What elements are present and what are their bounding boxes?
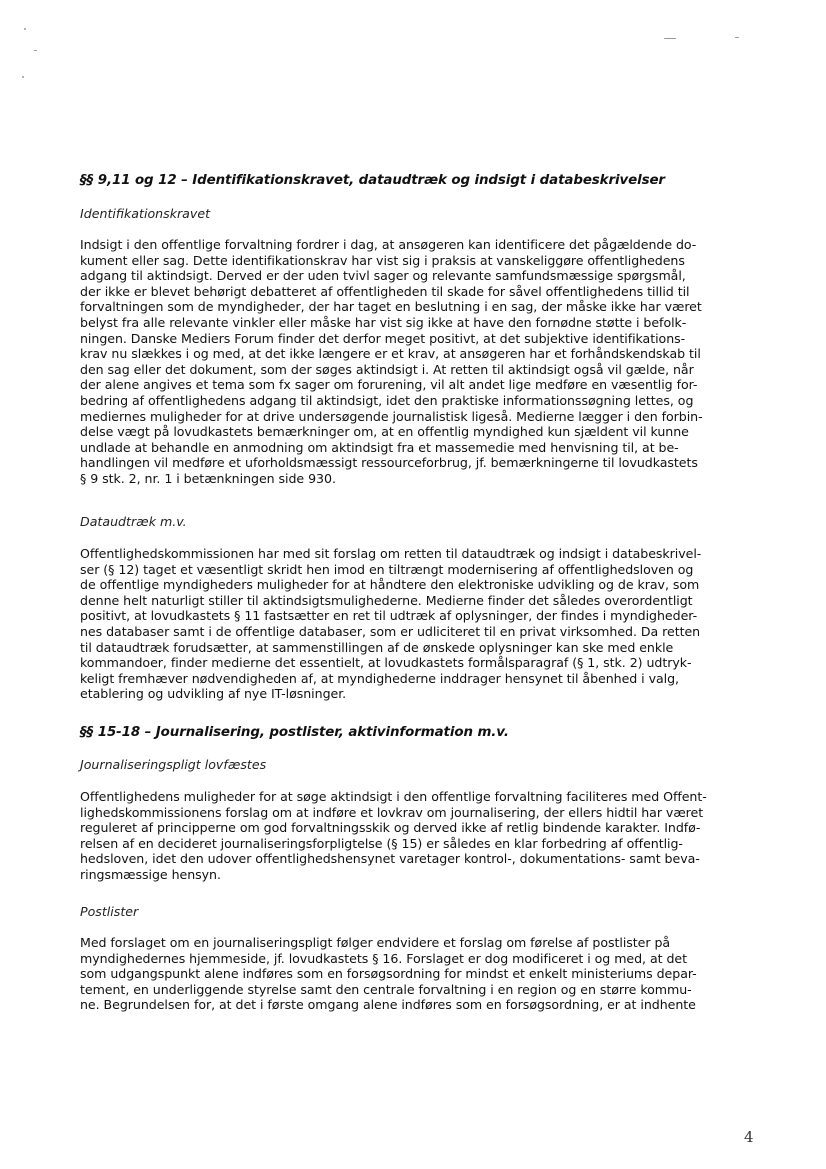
text-line: mediernes muligheder for at drive undersøgende journalistisk ligeså. Medierne lægger i den forbin- <box>80 408 703 424</box>
text-line: denne helt naturligt stiller til aktindsigtsmulighederne. Medierne finder det således overordentligt <box>80 592 693 608</box>
paragraph-journaliseringspligt <box>80 789 752 883</box>
section-heading-journalisering: §§ 15-18 – Journalisering, postlister, aktivinformation m.v. <box>80 725 509 740</box>
text-line: Med forslaget om en journaliseringspligt følger endvidere et forslag om førelse af postlister på <box>80 935 671 950</box>
text-line: der alene angives et tema som fx sager om forurening, vil alt andet lige medføre en væsentlig for- <box>80 377 698 393</box>
text-line: reguleret af principperne om god forvaltningsskik og derved ikke af retlig bindende karakter. Indfø- <box>80 820 701 836</box>
text-line: belyst fra alle relevante vinkler eller måske har vist sig ikke at have den fornødne støtte i befolk- <box>80 314 687 330</box>
scan-speck <box>735 37 739 38</box>
paragraph-identifikationskravet <box>80 237 752 487</box>
text-line: handlingen vil medføre et uforholdsmæssigt ressourceforbrug, jf. bemærkningerne til lovudkastets <box>80 455 698 471</box>
text-line: ser (§ 12) taget et væsentligt skridt hen imod en tiltrængt modernisering af offentlighedsloven og <box>80 561 694 577</box>
text-line: hedsloven, idet den udover offentlighedshensynet varetager kontrol-, dokumentations- samt beva- <box>80 851 700 867</box>
paragraph-postlister <box>80 935 752 1013</box>
scan-speck <box>34 50 37 51</box>
paragraph-dataudtraek <box>80 546 752 702</box>
text-line: den sag eller det dokument, som der søges aktindsigt i. At retten til aktindsigt også vil gælde, når <box>80 361 694 377</box>
text-line: Offentlighedens muligheder for at søge aktindsigt i den offentlige forvaltning faciliteres med Offent- <box>80 789 707 804</box>
subheading-dataudtraek: Dataudtræk m.v. <box>80 514 187 529</box>
text-line: forvaltningen som de myndigheder, der har taget en beslutning i en sag, der måske ikke har været <box>80 299 702 315</box>
page-number: 4 <box>744 1128 754 1146</box>
section-heading-identification: §§ 9,11 og 12 – Identifikationskravet, dataudtræk og indsigt i databeskrivelser <box>80 173 665 188</box>
text-line: lighedskommissionens forslag om at indføre et lovkrav om journalisering, der ellers hidtil har været <box>80 804 704 820</box>
text-line: de offentlige myndigheders muligheder for at håndtere den elektroniske udvikling og de krav, som <box>80 577 700 593</box>
text-line: der ikke er blevet behørigt debatteret af offentligheden til skade for såvel offentlighedens tillid til <box>80 283 690 299</box>
text-line: etablering og udvikling af nye IT-løsninger. <box>80 686 347 702</box>
text-line: til dataudtræk forudsætter, at sammenstillingen af de ønskede oplysninger kan ske med enkle <box>80 639 674 655</box>
text-line: Indsigt i den offentlige forvaltning fordrer i dag, at ansøgeren kan identificere det pågældende do- <box>80 237 697 252</box>
text-line: Offentlighedskommissionen har med sit forslag om retten til dataudtræk og indsigt i databeskrivel- <box>80 546 702 561</box>
subheading-journaliseringspligt: Journaliseringspligt lovfæstes <box>80 757 267 772</box>
text-line: undlade at behandle en anmodning om aktindsigt fra et massemedie med henvisning til, at be- <box>80 439 679 455</box>
text-line: tement, en underliggende styrelse samt den centrale forvaltning i en region og en større kommu- <box>80 981 692 997</box>
text-line: bedring af offentlighedens adgang til aktindsigt, idet den praktiske informationssøgning lettes, og <box>80 392 694 408</box>
text-line: ne. Begrundelsen for, at det i første omgang alene indføres som en forsøgsordning, er at indhente <box>80 997 696 1013</box>
text-line: relsen af en decideret journaliseringsforpligtelse (§ 15) er således en klar forbedring af offentlig- <box>80 835 683 851</box>
text-line: myndighedernes hjemmeside, jf. lovudkastets § 16. Forslaget er dog modificeret i og med, at det <box>80 950 687 966</box>
text-line: ningen. Danske Mediers Forum finder det derfor meget positivt, at det subjektive identifikations- <box>80 330 686 346</box>
text-line: nes databaser samt i de offentlige databaser, som er udliciteret til en privat virksomhed. Da retten <box>80 623 701 639</box>
subheading-identifikationskravet: Identifikationskravet <box>80 206 211 221</box>
text-line: positivt, at lovudkastets § 11 fastsætter en ret til udtræk af oplysninger, der findes i myndigheder- <box>80 608 698 624</box>
text-line: ringsmæssige hensyn. <box>80 866 221 882</box>
text-line: kument eller sag. Dette identifikationskrav har vist sig i praksis at vanskeliggøre offentlighedens <box>80 252 685 268</box>
scan-speck <box>24 28 26 30</box>
text-line: krav nu slækkes i og med, at det ikke længere er et krav, at ansøgeren har et forhåndskendskab til <box>80 346 701 362</box>
text-line: kommandoer, finder medierne det essentielt, at lovudkastets formålsparagraf (§ 1, stk. 2) udtryk- <box>80 655 692 671</box>
text-line: som udgangspunkt alene indføres som en forsøgsordning for mindst et enkelt ministeriums depar- <box>80 966 697 982</box>
text-line: keligt fremhæver nødvendigheden af, at myndighederne inddrager hensynet til åbenhed i valg, <box>80 670 679 686</box>
scan-speck <box>664 38 676 39</box>
text-line: adgang til aktindsigt. Derved er der uden tvivl sager og relevante samfundsmæssige spørgsmål, <box>80 268 686 284</box>
scan-speck <box>22 76 24 78</box>
text-line: delse vægt på lovudkastets bemærkninger om, at en offentlig myndighed kun sjældent vil kunne <box>80 424 689 440</box>
text-line: § 9 stk. 2, nr. 1 i betænkningen side 930. <box>80 470 336 486</box>
subheading-postlister: Postlister <box>80 904 139 919</box>
